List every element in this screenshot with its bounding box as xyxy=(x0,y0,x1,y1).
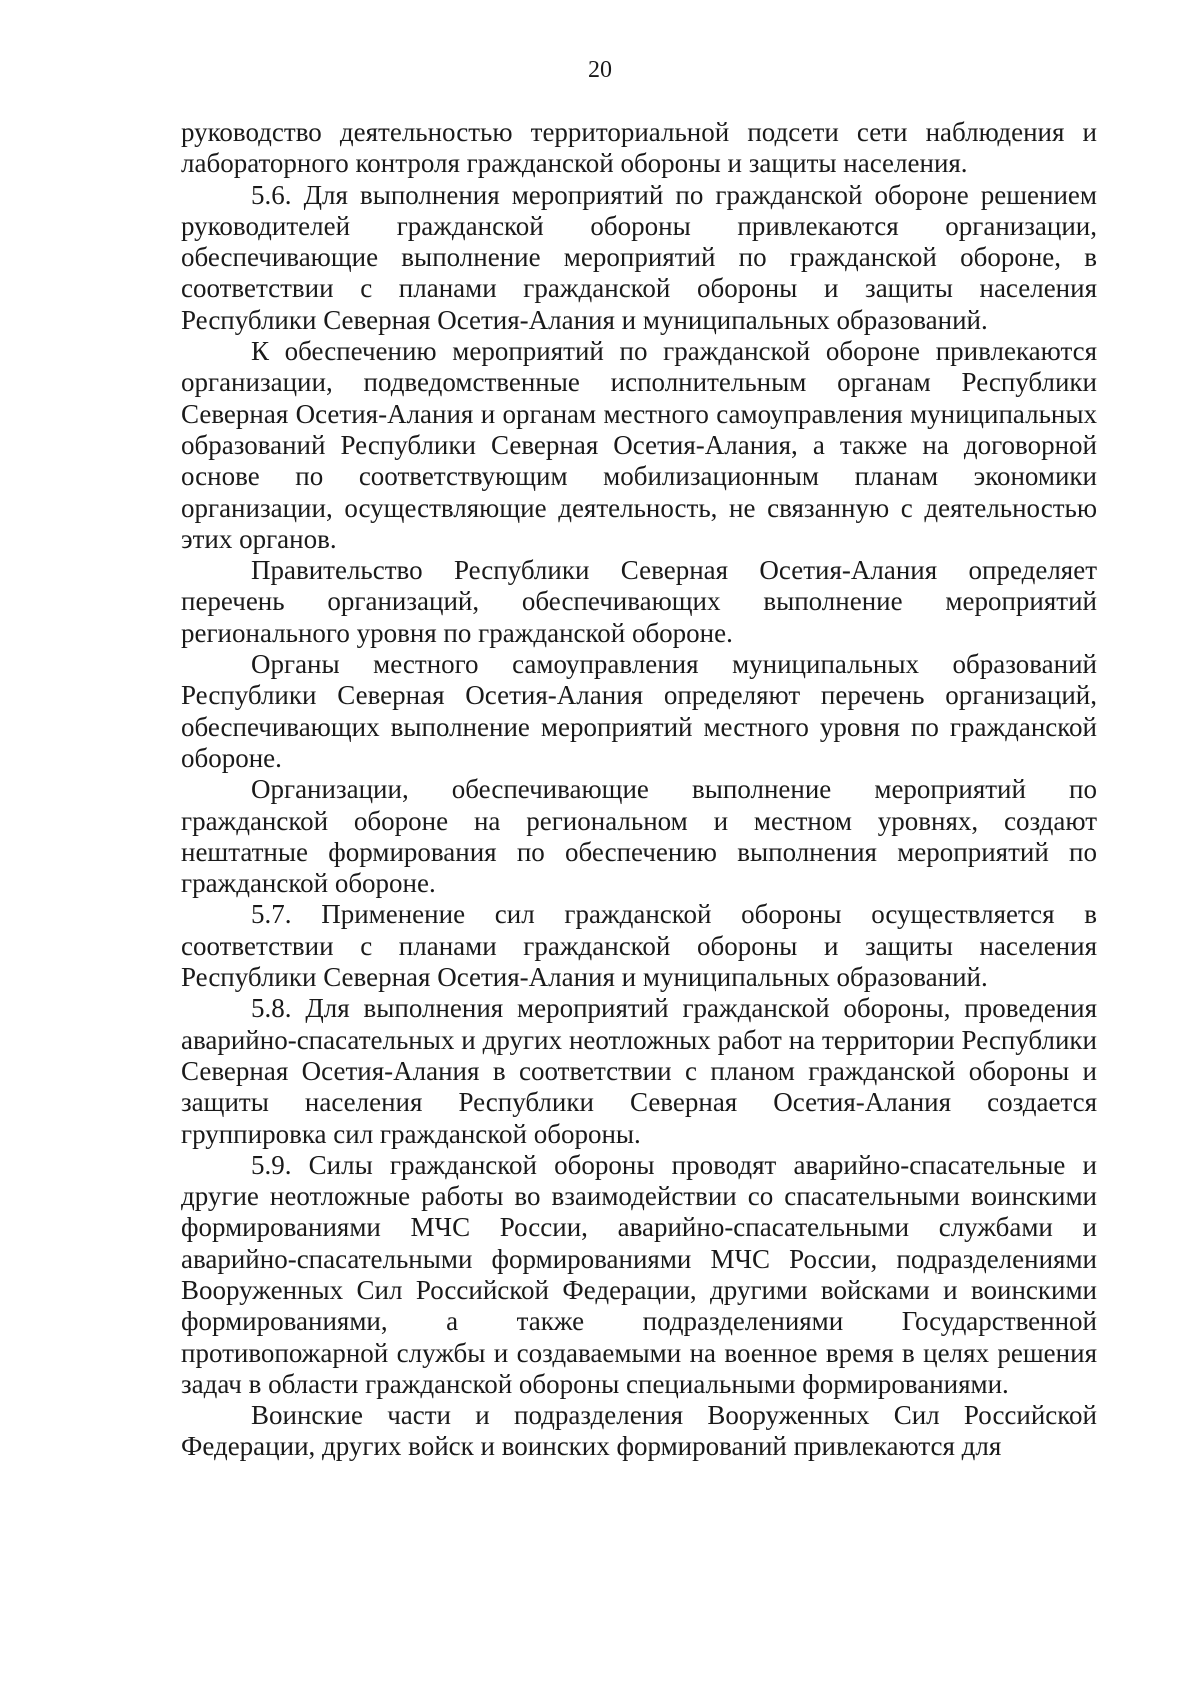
paragraph: Организации, обеспечивающие выполнение мероприятий по гражданской обороне на региональном и местном уровнях, создают нештатные формирования по обеспечению выполнения мероприятий по гражданской обороне. xyxy=(181,774,1097,899)
page-number: 20 xyxy=(588,57,612,83)
paragraph: 5.9. Силы гражданской обороны проводят аварийно-спасательные и другие неотложные работы во взаимодействии со спасательными воинскими формированиями МЧС России, аварийно-спасательными службами и аварийно-спасательными формированиями МЧС России, подразделениями Вооруженных Сил Российской Федерации, другими войсками и воинскими формированиями, а также подразделениями Государственной противопожарной службы и создаваемыми на военное время в целях решения задач в области гражданской обороны специальными формированиями. xyxy=(181,1149,1097,1399)
paragraph: 5.6. Для выполнения мероприятий по гражданской обороне решением руководителей гражданской обороны привлекаются организации, обеспечивающие выполнение мероприятий по гражданской обороне, в соответствии с планами гражданской обороны и защиты населения Республики Северная Осетия-Алания и муниципальных образований. xyxy=(181,179,1097,335)
paragraph: К обеспечению мероприятий по гражданской обороне привлекаются организации, подведомственные исполнительным органам Республики Северная Осетия-Алания и органам местного самоуправления муниципальных образований Республики Северная Осетия-Алания, а также на договорной основе по соответствующим мобилизационным планам экономики организации, осуществляющие деятельность, не связанную с деятельностью этих органов. xyxy=(181,336,1097,554)
paragraph: Правительство Республики Северная Осетия-Алания определяет перечень организаций, обеспечивающих выполнение мероприятий регионального уровня по гражданской обороне. xyxy=(181,555,1097,648)
paragraph: Воинские части и подразделения Вооруженных Сил Российской Федерации, других войск и воинских формирований привлекаются для xyxy=(181,1400,1097,1462)
paragraph: 5.8. Для выполнения мероприятий гражданской обороны, проведения аварийно-спасательных и других неотложных работ на территории Республики Северная Осетия-Алания в соответствии с планом гражданской обороны и защиты населения Республики Северная Осетия-Алания создается группировка сил гражданской обороны. xyxy=(181,993,1097,1149)
document-body xyxy=(181,117,1097,1463)
paragraph: 5.7. Применение сил гражданской обороны осуществляется в соответствии с планами гражданской обороны и защиты населения Республики Северная Осетия-Алания и муниципальных образований. xyxy=(181,899,1097,993)
paragraph: руководство деятельностью территориальной подсети сети наблюдения и лабораторного контроля гражданской обороны и защиты населения. xyxy=(181,117,1097,179)
paragraph: Органы местного самоуправления муниципальных образований Республики Северная Осетия-Алания определяют перечень организаций, обеспечивающих выполнение мероприятий местного уровня по гражданской обороне. xyxy=(181,649,1097,773)
